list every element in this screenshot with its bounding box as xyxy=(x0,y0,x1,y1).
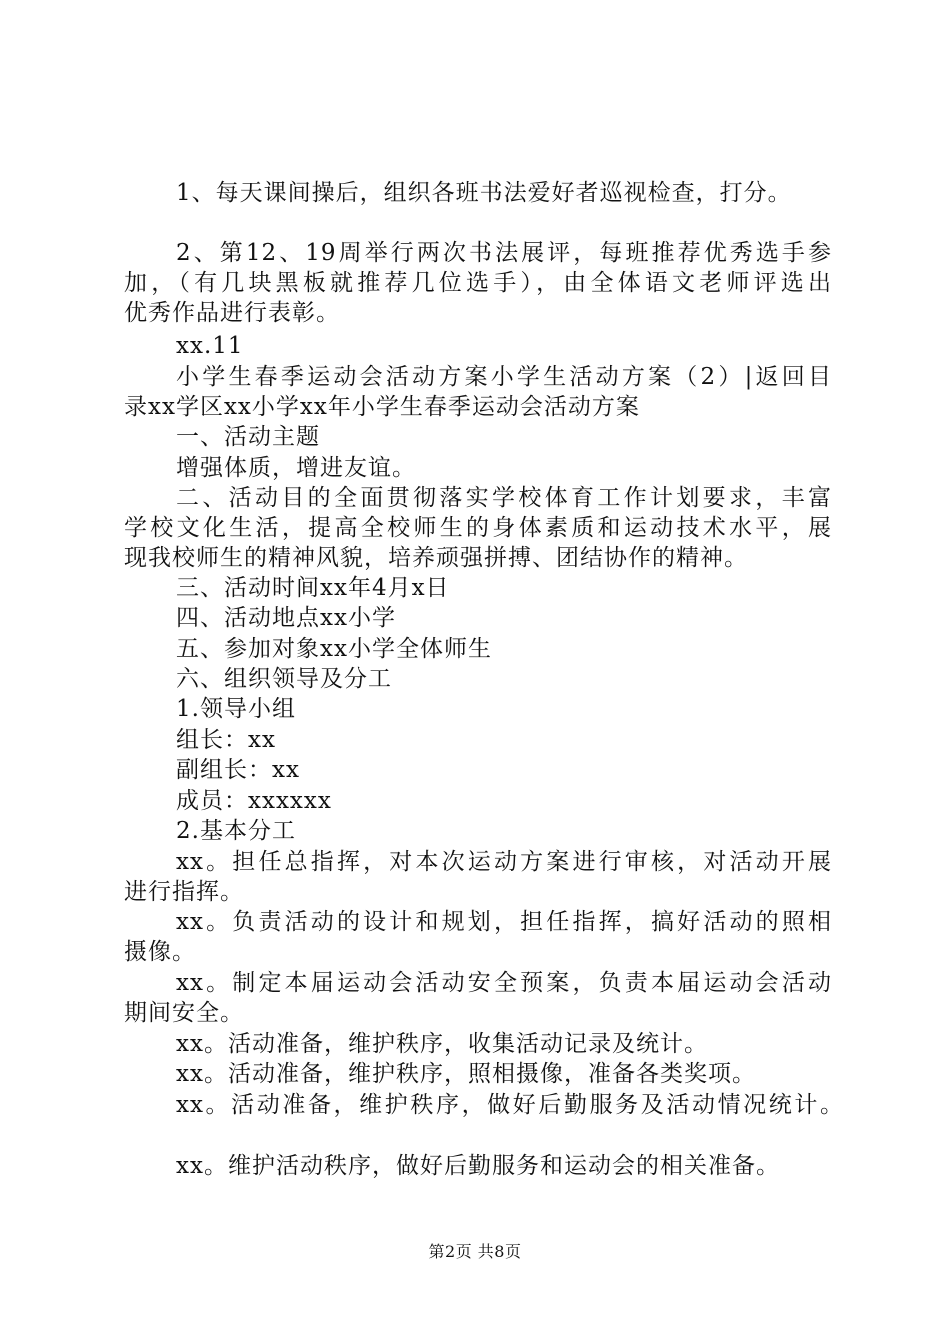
text-line-15: 五、参加对象xx小学全体师生 xyxy=(176,636,492,662)
text-line-5: xx.11 xyxy=(176,333,244,359)
text-line-6: 小学生春季运动会活动方案小学生活动方案（2）|返回目 xyxy=(176,364,832,390)
text-line-29: xx。活动准备，维护秩序，照相摄像，准备各类奖项。 xyxy=(176,1061,756,1087)
text-line-1: 1、每天课间操后，组织各班书法爱好者巡视检查，打分。 xyxy=(176,180,792,206)
text-line-13: 三、活动时间xx年4月x日 xyxy=(176,575,450,601)
text-line-28: xx。活动准备，维护秩序，收集活动记录及统计。 xyxy=(176,1031,708,1057)
text-line-19: 副组长：xx xyxy=(176,757,300,783)
text-line-17: 1.领导小组 xyxy=(176,696,296,722)
text-line-2: 2、第12、19周举行两次书法展评，每班推荐优秀选手参 xyxy=(176,240,832,266)
text-line-12: 现我校师生的精神风貌，培养顽强拼搏、团结协作的精神。 xyxy=(124,545,748,571)
text-line-25: 摄像。 xyxy=(124,939,196,965)
text-line-4: 优秀作品进行表彰。 xyxy=(124,300,340,326)
text-line-27: 期间安全。 xyxy=(124,1000,244,1026)
text-line-26: xx。制定本届运动会活动安全预案，负责本届运动会活动 xyxy=(176,970,832,996)
text-line-16: 六、组织领导及分工 xyxy=(176,666,392,692)
text-line-14: 四、活动地点xx小学 xyxy=(176,605,396,631)
text-line-23: 进行指挥。 xyxy=(124,879,244,905)
text-line-21: 2.基本分工 xyxy=(176,818,296,844)
text-line-24: xx。负责活动的设计和规划，担任指挥，搞好活动的照相 xyxy=(176,909,832,935)
text-line-30: xx。活动准备，维护秩序，做好后勤服务及活动情况统计。 xyxy=(176,1092,844,1118)
page-footer: 第2页 共8页 xyxy=(428,1242,522,1261)
text-line-9: 增强体质，增进友谊。 xyxy=(176,455,416,481)
text-line-22: xx。担任总指挥，对本次运动方案进行审核，对活动开展 xyxy=(176,849,832,875)
text-line-7: 录xx学区xx小学xx年小学生春季运动会活动方案 xyxy=(124,394,640,420)
text-line-10: 二、活动目的全面贯彻落实学校体育工作计划要求，丰富 xyxy=(176,485,832,511)
text-line-3: 加，（有几块黑板就推荐几位选手），由全体语文老师评选出 xyxy=(124,270,832,296)
text-line-31: xx。维护活动秩序，做好后勤服务和运动会的相关准备。 xyxy=(176,1153,780,1179)
text-line-20: 成员：xxxxxx xyxy=(176,788,332,814)
text-line-18: 组长：xx xyxy=(176,727,276,753)
text-line-8: 一、活动主题 xyxy=(176,424,320,450)
text-line-11: 学校文化生活，提高全校师生的身体素质和运动技术水平，展 xyxy=(124,515,832,541)
